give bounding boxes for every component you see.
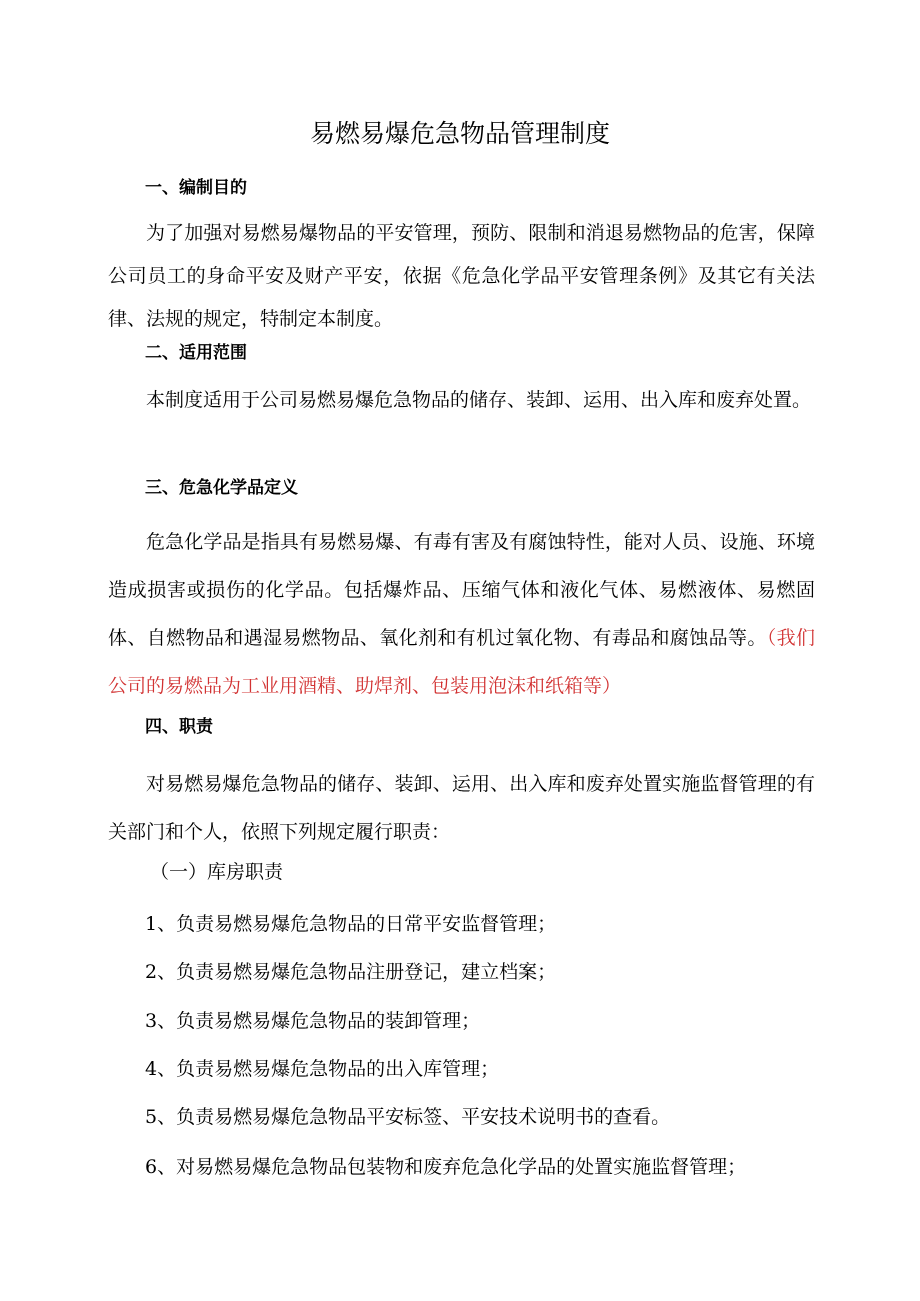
- section-heading-scope: 二、适用范围: [145, 343, 247, 363]
- list-item: 6、对易燃易爆危急物品包装物和废弃危急化学品的处置实施监督管理；: [145, 1156, 747, 1178]
- section-body-definition: [108, 518, 815, 710]
- section-body-scope: 本制度适用于公司易燃易爆危急物品的储存、装卸、运用、出入库和废弃处置。: [146, 389, 812, 411]
- section-body-purpose: 为了加强对易燃易爆物品的平安管理，预防、限制和消退易燃物品的危害，保障公司员工的身命平安及财产平安，依据《危急化学品平安管理条例》及其它有关法律、法规的规定，特制定本制度。: [108, 222, 815, 330]
- list-item: 3、负责易燃易爆危急物品的装卸管理；: [145, 1010, 481, 1032]
- definition-text: 危急化学品是指具有易燃易爆、有毒有害及有腐蚀特性，能对人员、设施、环境造成损害或损伤的化学品。包括爆炸品、压缩气体和液化气体、易燃液体、易燃固体、自燃物品和遇湿易燃物品、氧化剂和有机过氧化物、有毒品和腐蚀品等。: [108, 531, 815, 649]
- list-item: 4、负责易燃易爆危急物品的出入库管理；: [145, 1058, 500, 1080]
- section-heading-purpose: 一、编制目的: [145, 178, 247, 198]
- list-item: 1、负责易燃易爆危急物品的日常平安监督管理；: [145, 913, 557, 935]
- document-title: 易燃易爆危急物品管理制度: [309, 119, 610, 148]
- subsection-heading-warehouse: （一）库房职责: [150, 861, 284, 883]
- definition-note: （我们公司的易燃品为工业用酒精、助焊剂、包装用泡沫和纸箱等）: [108, 627, 815, 697]
- list-item: 2、负责易燃易爆危急物品注册登记，建立档案；: [145, 961, 557, 983]
- section-heading-duties: 四、职责: [145, 717, 213, 737]
- section-heading-definition: 三、危急化学品定义: [145, 478, 298, 498]
- section-body-duties: 对易燃易爆危急物品的储存、装卸、运用、出入库和废弃处置实施监督管理的有关部门和个人，依照下列规定履行职责：: [108, 773, 815, 843]
- list-item: 5、负责易燃易爆危急物品平安标签、平安技术说明书的查看。: [145, 1106, 671, 1128]
